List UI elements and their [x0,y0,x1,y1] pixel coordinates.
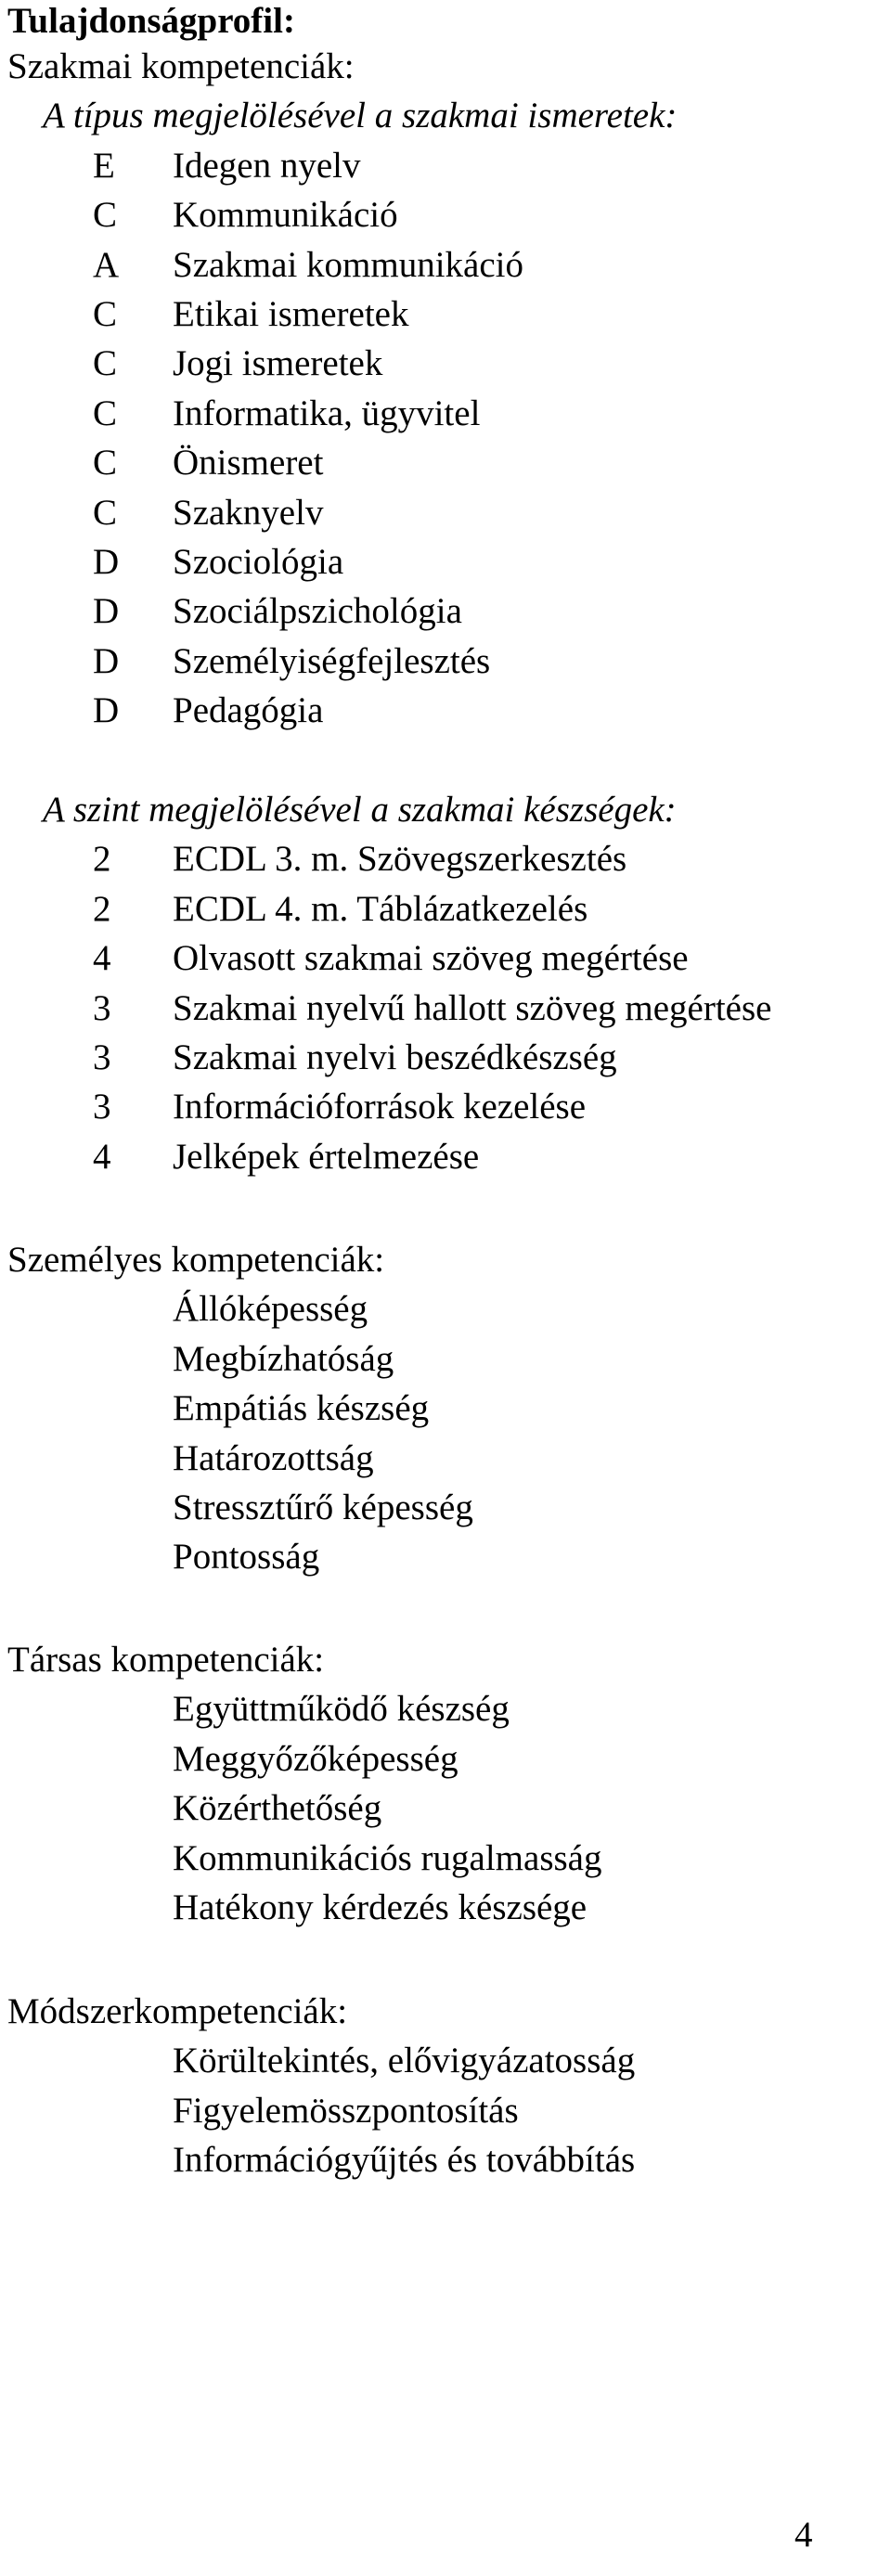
knowledge-code: D [93,541,120,582]
document-title: Tulajdonságprofil: [7,1,295,41]
knowledge-code: D [93,591,120,632]
skill-item [0,884,891,934]
knowledge-code: E [93,145,115,186]
personal-item: Empátiás készség [173,1388,430,1429]
methodological-heading: Módszerkompetenciák: [7,1991,348,2031]
skill-item [0,1033,891,1082]
knowledge-label: Szakmai kommunikáció [173,244,524,285]
knowledge-code: D [93,690,120,731]
skill-label: ECDL 4. m. Táblázatkezelés [173,888,588,929]
knowledge-label: Szociálpszichológia [173,591,462,632]
knowledge-code: D [93,640,120,681]
personal-item: Határozottság [173,1437,374,1478]
social-item: Meggyőzőképesség [173,1738,458,1779]
skill-label: Olvasott szakmai szöveg megértése [173,938,689,979]
social-competencies-section [0,1635,891,1932]
methodological-item: Információgyűjtés és továbbítás [173,2140,636,2181]
knowledge-code: C [93,195,118,236]
knowledge-code: A [93,244,120,285]
knowledge-item [0,686,891,735]
personal-item: Pontosság [173,1537,320,1578]
knowledge-label: Jogi ismeretek [173,343,383,384]
knowledge-subheading: A típus megjelölésével a szakmai ismeretek: [43,96,678,136]
skill-label: Szakmai nyelvi beszédkészség [173,1037,617,1077]
skill-level: 4 [93,938,111,979]
personal-item: Állóképesség [173,1289,368,1330]
skill-item [0,834,891,883]
skills-subheading: A szint megjelölésével a szakmai készségek: [43,790,677,830]
skill-level: 3 [93,1087,111,1127]
skill-level: 2 [93,839,111,880]
knowledge-item [0,240,891,290]
skill-item [0,984,891,1033]
knowledge-label: Önismeret [173,443,324,483]
knowledge-label: Idegen nyelv [173,145,361,186]
knowledge-label: Szociológia [173,541,344,582]
skill-item [0,1132,891,1181]
personal-item: Megbízhatóság [173,1338,394,1379]
knowledge-item [0,290,891,339]
skill-label: Jelképek értelmezése [173,1136,480,1177]
social-heading: Társas kompetenciák: [7,1640,325,1680]
knowledge-code: C [93,393,118,433]
skill-level: 3 [93,1037,111,1077]
knowledge-code: C [93,443,118,483]
knowledge-item [0,339,891,388]
knowledge-code: C [93,343,118,384]
professional-heading: Szakmai kompetenciák: [7,46,355,86]
knowledge-item [0,389,891,438]
knowledge-code: C [93,492,118,533]
skill-level: 4 [93,1136,111,1177]
social-item: Hatékony kérdezés készsége [173,1887,588,1927]
methodological-item: Figyelemösszpontosítás [173,2090,519,2131]
skill-label: ECDL 3. m. Szövegszerkesztés [173,839,627,880]
knowledge-label: Kommunikáció [173,195,398,236]
knowledge-item [0,537,891,586]
skill-level: 3 [93,987,111,1028]
knowledge-item [0,190,891,239]
skill-item [0,934,891,983]
knowledge-item [0,141,891,190]
knowledge-label: Etikai ismeretek [173,293,409,334]
professional-competencies-section [0,42,891,735]
social-item: Közérthetőség [173,1788,382,1829]
methodological-competencies-section [0,1987,891,2185]
knowledge-label: Pedagógia [173,690,324,731]
knowledge-code: C [93,293,118,334]
skill-level: 2 [93,888,111,929]
knowledge-item [0,586,891,636]
social-item: Együttműködő készség [173,1689,510,1730]
knowledge-item [0,438,891,487]
skill-label: Szakmai nyelvű hallott szöveg megértése [173,987,772,1028]
personal-competencies-section [0,1235,891,1582]
professional-skills-section [0,785,891,1181]
knowledge-item [0,488,891,537]
social-item: Kommunikációs rugalmasság [173,1837,602,1878]
knowledge-label: Személyiségfejlesztés [173,640,491,681]
personal-item: Stressztűrő képesség [173,1487,473,1527]
knowledge-item [0,637,891,686]
page-number: 4 [794,2515,813,2555]
methodological-item: Körültekintés, elővigyázatosság [173,2041,636,2081]
knowledge-label: Szaknyelv [173,492,324,533]
knowledge-label: Informatika, ügyvitel [173,393,481,433]
personal-heading: Személyes kompetenciák: [7,1240,385,1280]
skill-label: Információforrások kezelése [173,1087,587,1127]
skill-item [0,1082,891,1131]
